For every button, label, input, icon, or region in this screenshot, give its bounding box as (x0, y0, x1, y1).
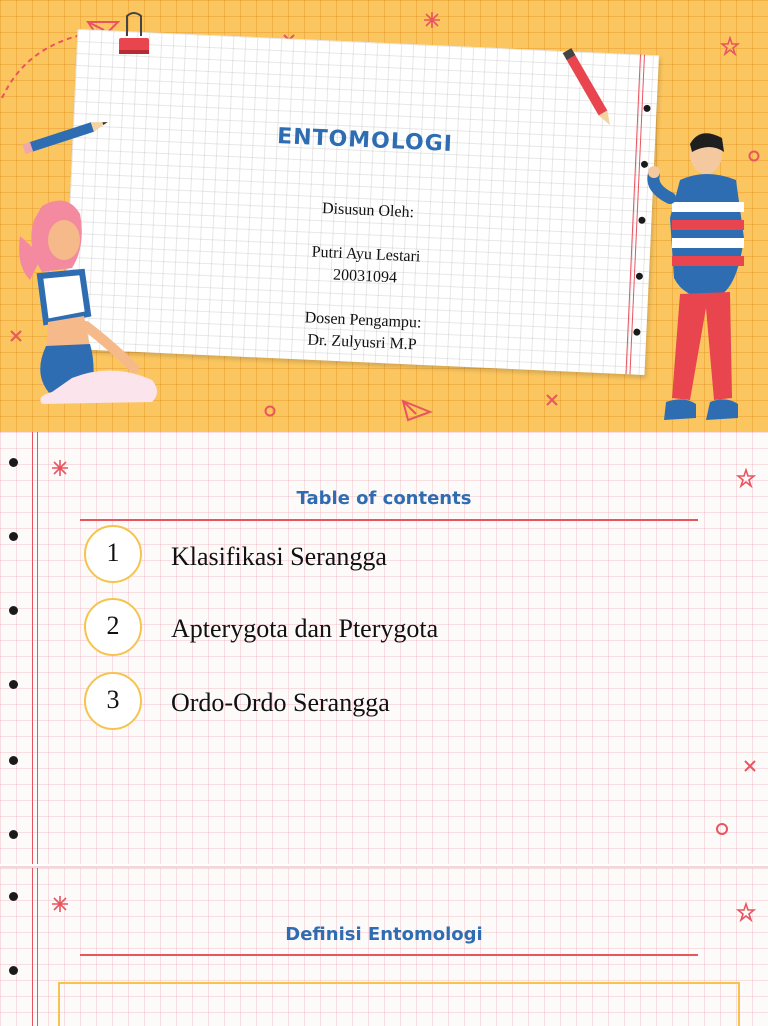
notebook-margin-line (32, 868, 38, 1026)
toc-number-circle: 3 (84, 672, 142, 730)
star-outline-icon (736, 902, 756, 922)
toc-title-underline (80, 519, 698, 521)
paper-plane-icon (400, 398, 434, 424)
toc-number-circle: 1 (84, 525, 142, 583)
star-sparkle-icon (52, 896, 68, 912)
binder-hole (9, 606, 18, 615)
cover-title: ENTOMOLOGI (276, 124, 454, 157)
cross-mark-icon (744, 760, 756, 772)
toc-number-circle: 2 (84, 598, 142, 656)
binder-hole (9, 680, 18, 689)
cover-slide (0, 0, 768, 432)
binder-hole (9, 532, 18, 541)
definition-title: Definisi Entomologi (285, 924, 483, 945)
star-outline-icon (736, 468, 756, 488)
binder-clip-icon (115, 10, 153, 60)
binder-hole (9, 966, 18, 975)
pencil-icon (560, 44, 616, 130)
star-sparkle-icon (52, 460, 68, 476)
compiled-by-label: Disusun Oleh: (321, 199, 415, 222)
toc-item-label: Ordo-Ordo Serangga (171, 688, 390, 717)
star-sparkle-icon (424, 12, 440, 28)
cross-mark-icon (546, 394, 558, 406)
cover-info-block (0, 184, 733, 371)
definition-title-underline (80, 954, 698, 956)
binder-hole (9, 830, 18, 839)
definition-slide (0, 866, 768, 1026)
binder-hole (9, 892, 18, 901)
student-id: 20031094 (332, 266, 398, 287)
lecturer-label: Dosen Pengampu: (304, 309, 422, 332)
binder-hole (643, 105, 650, 112)
circle-doodle-icon (264, 405, 276, 417)
star-outline-icon (720, 36, 740, 56)
toc-title: Table of contents (296, 488, 472, 509)
circle-doodle-icon (715, 822, 729, 836)
binder-hole (9, 458, 18, 467)
binder-hole (9, 756, 18, 765)
definition-content-box (58, 982, 740, 1026)
toc-item-label: Apterygota dan Pterygota (171, 614, 439, 643)
lecturer-name: Dr. Zulyusri M.P (307, 331, 418, 354)
toc-slide (0, 432, 768, 864)
author-name: Putri Ayu Lestari (311, 243, 421, 266)
toc-item-label: Klasifikasi Serangga (171, 542, 387, 571)
